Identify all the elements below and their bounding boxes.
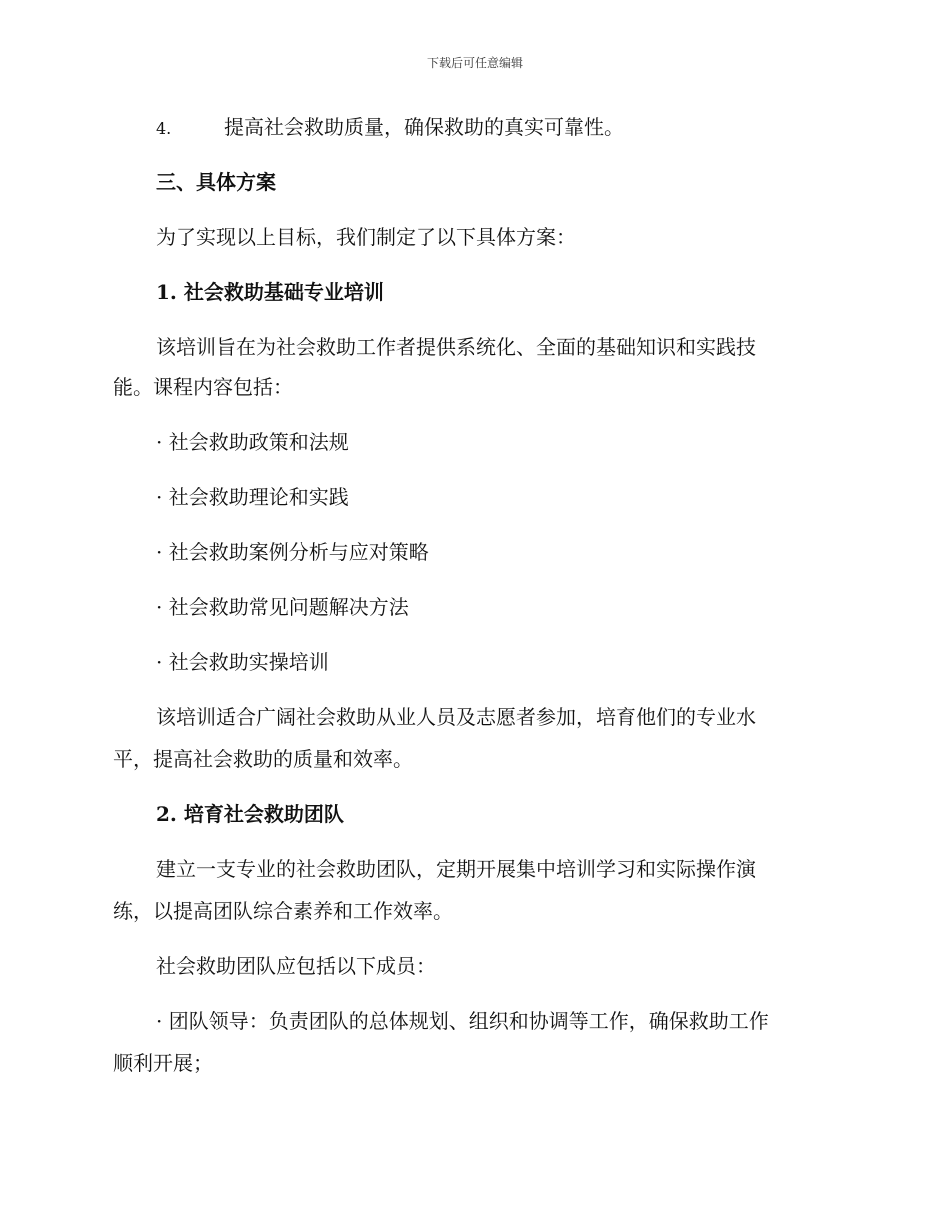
- intro-paragraph: 为了实现以上目标，我们制定了以下具体方案：: [156, 225, 576, 249]
- paragraph-line: 能。课程内容包括：: [113, 375, 293, 399]
- bullet-item: · 团队领导：负责团队的总体规划、组织和协调等工作，确保救助工作: [156, 1009, 769, 1033]
- page-header: 下载后可任意编辑: [426, 56, 523, 70]
- paragraph-line: 社会救助团队应包括以下成员：: [156, 954, 436, 978]
- bullet-item: · 社会救助案例分析与应对策略: [156, 540, 429, 564]
- bullet-item: · 社会救助实操培训: [156, 650, 329, 674]
- paragraph-line: 该培训适合广阔社会救助从业人员及志愿者参加，培育他们的专业水: [156, 705, 756, 729]
- bullet-item: · 社会救助政策和法规: [156, 430, 349, 454]
- subsection-title-1: 1. 社会救助基础专业培训: [156, 280, 384, 304]
- section-title: 三、具体方案: [156, 170, 276, 194]
- list-number: 4.: [156, 119, 172, 138]
- paragraph-line: 平，提高社会救助的质量和效率。: [113, 747, 413, 771]
- paragraph-line: 建立一支专业的社会救助团队，定期开展集中培训学习和实际操作演: [156, 857, 756, 881]
- paragraph-line: 练，以提高团队综合素养和工作效率。: [113, 899, 453, 923]
- list-item-text: 提高社会救助质量，确保救助的真实可靠性。: [224, 115, 624, 139]
- subsection-title-2: 2. 培育社会救助团队: [156, 802, 344, 826]
- paragraph-line: 该培训旨在为社会救助工作者提供系统化、全面的基础知识和实践技: [156, 335, 756, 359]
- bullet-item: · 社会救助常见问题解决方法: [156, 595, 409, 619]
- paragraph-line: 顺利开展；: [113, 1051, 213, 1075]
- list-item-4: [156, 107, 624, 149]
- bullet-item: · 社会救助理论和实践: [156, 485, 349, 509]
